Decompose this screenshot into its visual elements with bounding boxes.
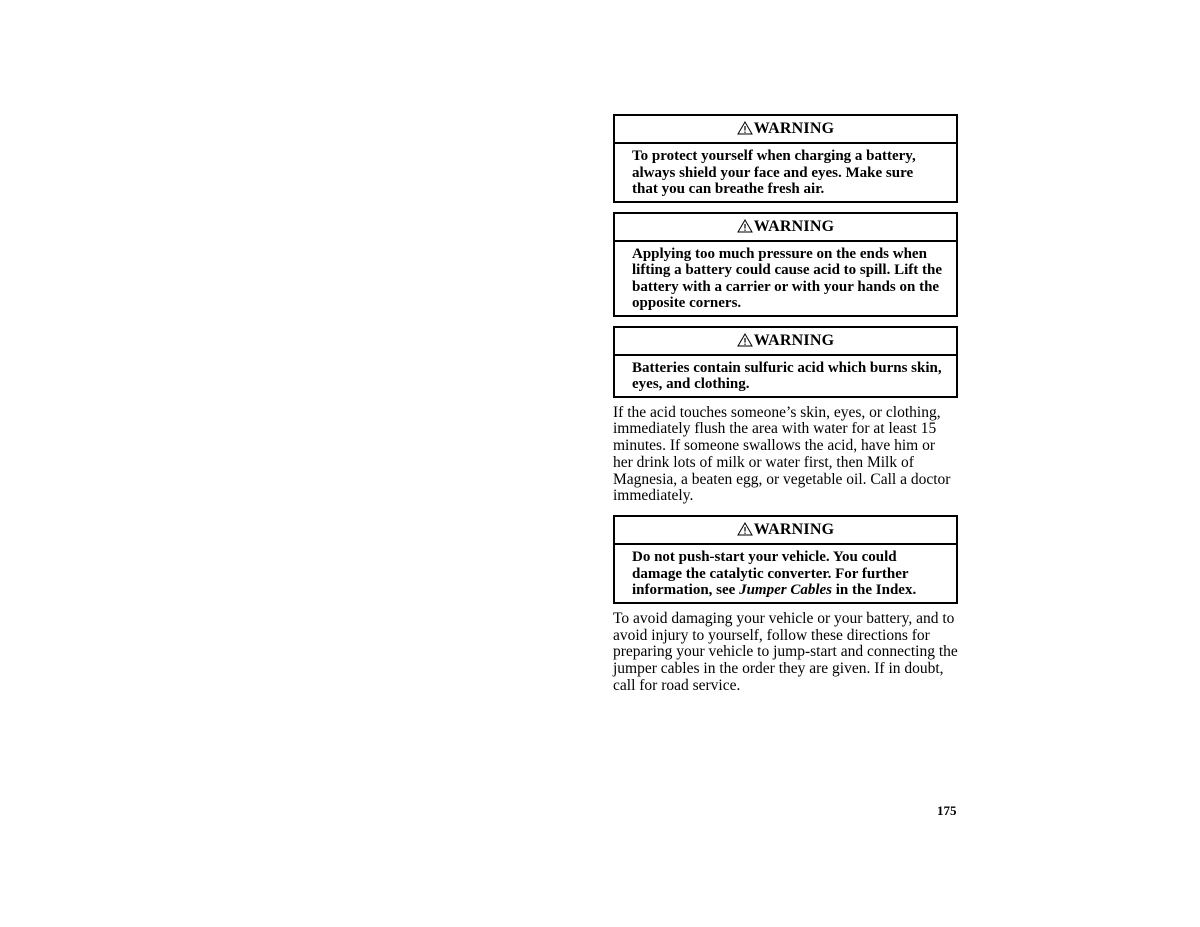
warning-triangle-icon xyxy=(737,333,753,347)
page-content xyxy=(613,114,958,705)
warning-triangle-icon xyxy=(737,219,753,233)
page-number: 175 xyxy=(937,803,957,818)
warning-header xyxy=(615,214,956,242)
warning-title: WARNING xyxy=(753,521,835,539)
warning-text: Batteries contain sulfuric acid which burns skin, eyes, and clothing. xyxy=(632,359,942,392)
warning-triangle-icon xyxy=(737,522,753,536)
warning-header xyxy=(615,328,956,356)
warning-triangle-icon xyxy=(737,121,753,135)
warning-text xyxy=(615,545,956,602)
warning-text-start: Do not push-start your vehicle. You could damage the catalytic converter. For further information, see xyxy=(632,549,909,599)
warning-box-lifting xyxy=(613,212,958,317)
warning-title: WARNING xyxy=(753,331,835,349)
warning-header xyxy=(615,517,956,545)
warning-text: Applying too much pressure on the ends when lifting a battery could cause acid to spill. Lift the battery with a carrier or with your hands on the opposite corners. xyxy=(632,245,942,311)
jump-start-intro-paragraph: To avoid damaging your vehicle or your battery, and to avoid injury to yourself, follow these directions for preparing your vehicle to jump-start and connecting the jumper cables in the order they are given. If in doubt, call for road service. xyxy=(613,609,958,694)
warning-text-end: in the Index. xyxy=(832,582,917,599)
warning-text: To protect yourself when charging a battery, always shield your face and eyes. Make sure that you can breathe fresh air. xyxy=(632,148,916,197)
warning-title: WARNING xyxy=(753,120,835,137)
warning-box-push-start xyxy=(613,515,958,604)
warning-box-acid xyxy=(613,326,958,398)
warning-header xyxy=(615,116,956,144)
warning-box-charging xyxy=(613,114,958,203)
jumper-cables-reference: Jumper Cables xyxy=(739,582,833,599)
acid-first-aid-paragraph: If the acid touches someone’s skin, eyes, or clothing, immediately flush the area with water for at least 15 minutes. If someone swallows the acid, have him or her drink lots of milk or water first, then Milk of Magnesia, a beaten egg, or vegetable oil. Call a doctor immediately. xyxy=(613,403,951,505)
warning-title: WARNING xyxy=(753,217,835,235)
